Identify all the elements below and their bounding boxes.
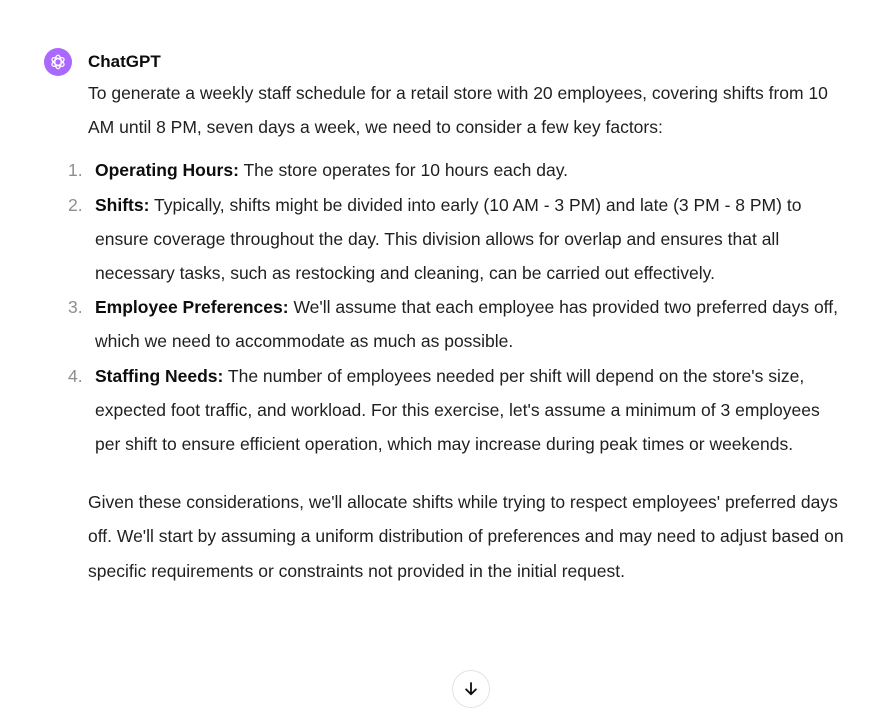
assistant-message [68,76,848,588]
message-intro: To generate a weekly staff schedule for a retail store with 20 employees, covering shifts from 10 AM until 8 PM, seven days a week, we need to consider a few key factors: [88,83,828,138]
list-item [68,290,848,358]
openai-logo-icon [49,53,67,71]
message-closing: Given these considerations, we'll allocate shifts while trying to respect employees' preferred days off. We'll start by assuming a uniform distribution of preferences and may need to adjust based on specific requirements or constraints not provided in the initial request. [88,492,844,581]
list-item-text: We'll assume that each employee has provided two preferred days off, which we need to accommodate as much as possible. [95,297,838,352]
list-item-title: Employee Preferences: [95,297,289,318]
list-item [68,153,848,187]
list-item [68,188,848,291]
list-item-number: 2. [68,194,83,215]
list-item-text: Typically, shifts might be divided into early (10 AM - 3 PM) and late (3 PM - 8 PM) to ensure coverage throughout the day. This division allows for overlap and ensures that all necessary tasks, such as restocking and cleaning, can be carried out effectively. [95,194,802,284]
message-author: ChatGPT [88,52,161,71]
list-item-title: Staffing Needs: [95,365,224,386]
list-item [68,359,848,462]
list-item-text: The store operates for 10 hours each day. [238,160,569,181]
list-item-number: 4. [68,365,83,386]
arrow-down-icon [462,680,480,698]
scroll-to-bottom-button[interactable] [452,670,490,708]
list-item-number: 3. [68,297,83,318]
list-item-number: 1. [68,160,83,181]
list-item-text: The number of employees needed per shift will depend on the store's size, expected foot traffic, and workload. For this exercise, let's assume a minimum of 3 employees per shift to ensure efficient operation, which may increase during peak times or weekends. [95,365,820,455]
list-item-title: Shifts: [95,194,150,215]
factor-list [68,153,848,461]
list-item-title: Operating Hours: [95,160,239,181]
assistant-avatar [44,48,72,76]
